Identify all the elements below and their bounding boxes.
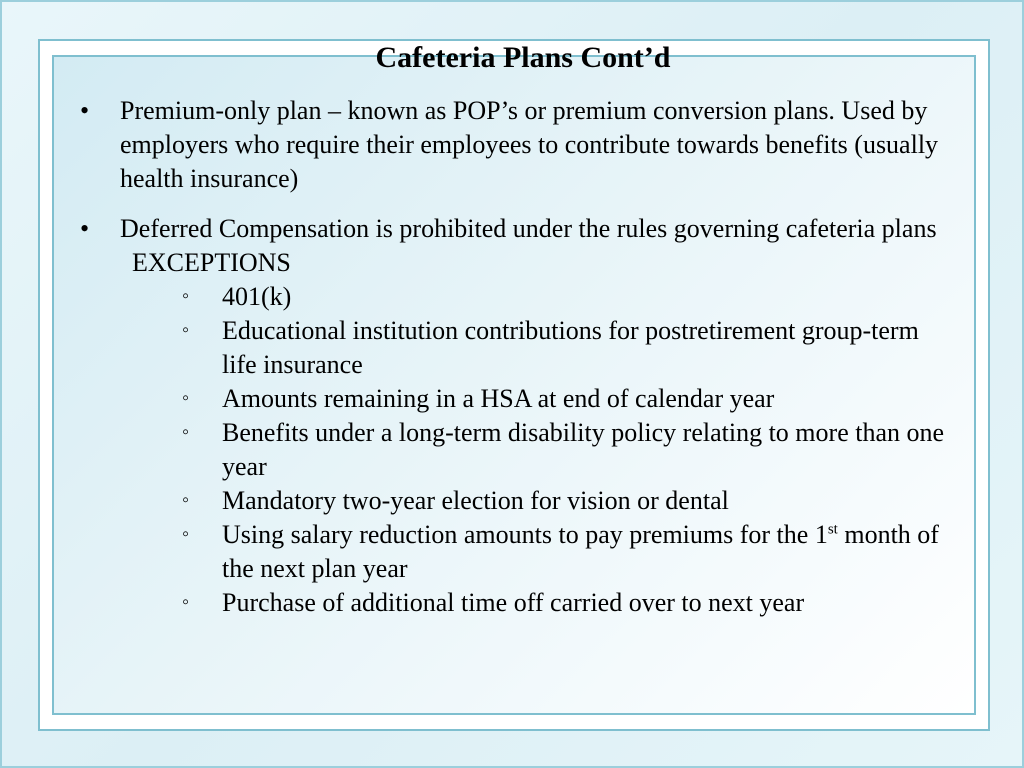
- sub-bullet-marker: ◦: [182, 387, 190, 409]
- slide-body: [78, 94, 958, 620]
- exception-text: 401(k): [222, 282, 292, 311]
- exception-text: Educational institution contributions for postretirement group-term life insurance: [222, 316, 919, 379]
- exception-text-after: month of the next plan year: [222, 520, 939, 583]
- bullet-marker: •: [80, 214, 90, 243]
- exception-item-vision-dental: [78, 484, 958, 518]
- exception-text: Mandatory two-year election for vision or dental: [222, 486, 729, 515]
- sub-bullet-marker: ◦: [182, 591, 190, 613]
- exception-text: Purchase of additional time off carried over to next year: [222, 588, 805, 617]
- exceptions-label: EXCEPTIONS: [132, 248, 291, 277]
- exception-item-educational: [78, 314, 958, 382]
- sub-bullet-marker: ◦: [182, 523, 190, 545]
- bullet-text: Premium-only plan – known as POP’s or premium conversion plans. Used by employers who require their employees to contribute towards benefits (usually health insurance): [120, 96, 939, 193]
- exception-item-hsa: [78, 382, 958, 416]
- exception-text: Amounts remaining in a HSA at end of calendar year: [222, 384, 775, 413]
- exception-text-before: Using salary reduction amounts to pay premiums for the 1: [222, 520, 828, 549]
- bullet-text: Deferred Compensation is prohibited under the rules governing cafeteria plans: [120, 214, 937, 243]
- exception-item-disability: [78, 416, 958, 484]
- sub-bullet-marker: ◦: [182, 285, 190, 307]
- exception-text: Benefits under a long-term disability policy relating to more than one year: [222, 418, 945, 481]
- superscript-st: st: [827, 521, 838, 538]
- sub-bullet-marker: ◦: [182, 489, 190, 511]
- slide-title: Cafeteria Plans Cont’d: [375, 41, 671, 74]
- sub-bullet-marker: ◦: [182, 421, 190, 443]
- bullet-item-premium-only: [78, 94, 958, 196]
- exception-item-time-off: [78, 586, 958, 620]
- exception-item-401k: [78, 280, 958, 314]
- exceptions-list: [78, 280, 958, 620]
- exception-item-salary-reduction: [78, 518, 958, 586]
- bullet-item-deferred-compensation: [78, 212, 958, 246]
- bullet-marker: •: [80, 96, 90, 125]
- sub-bullet-marker: ◦: [182, 319, 190, 341]
